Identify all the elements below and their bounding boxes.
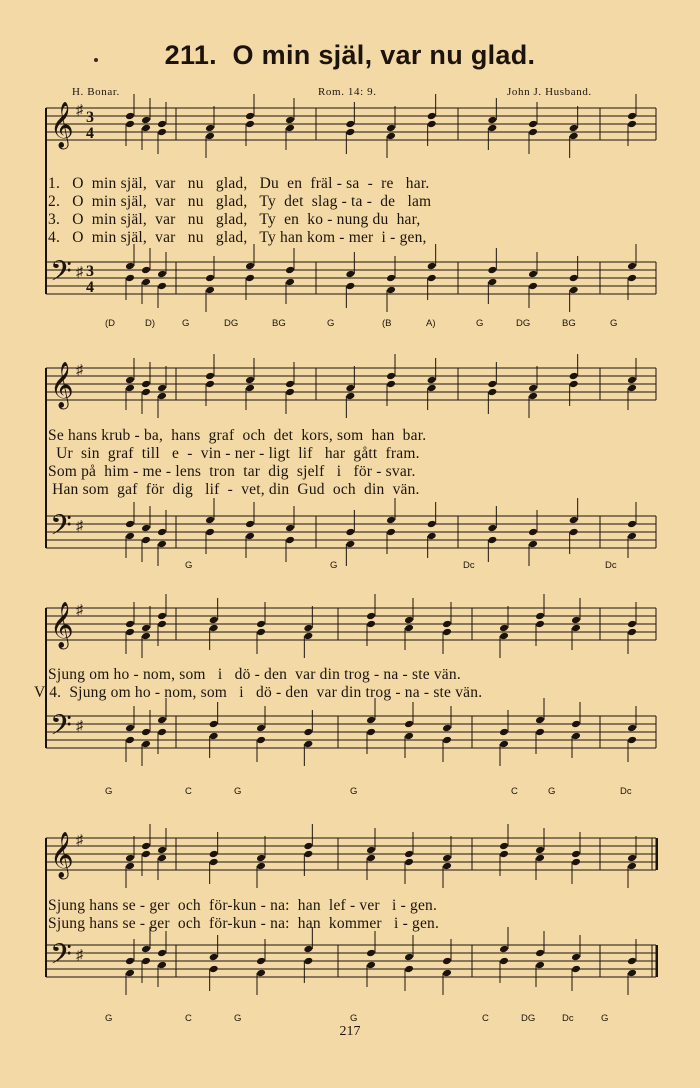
chord-symbol: Dc (605, 560, 617, 571)
chord-symbol: C (511, 786, 518, 797)
note-head (499, 624, 509, 633)
sharp-icon: ♯ (76, 603, 83, 618)
note-head (256, 620, 266, 629)
note-head (627, 532, 637, 541)
note-head (442, 620, 452, 629)
note-head (245, 112, 255, 121)
chord-symbol: (D (105, 318, 116, 329)
note-head (209, 732, 219, 741)
note-head (427, 520, 437, 529)
note-head (303, 842, 313, 851)
note-head (404, 616, 414, 625)
sharp-icon: ♯ (76, 363, 83, 378)
note-head (404, 624, 414, 633)
note-head (442, 736, 452, 745)
note-head (285, 380, 295, 389)
note-head (157, 961, 167, 970)
note-head (386, 274, 396, 283)
note-head (157, 728, 167, 737)
chord-symbol: G (610, 318, 618, 329)
time-signature: 4 (86, 125, 94, 142)
note-head (571, 720, 581, 729)
note-head (404, 965, 414, 974)
note-head (209, 720, 219, 729)
note-head (627, 620, 637, 629)
chord-symbol: G (350, 786, 358, 797)
note-head (209, 965, 219, 974)
note-head (125, 628, 135, 637)
chord-symbol: BG (272, 318, 286, 329)
note-head (404, 858, 414, 867)
chord-symbol: DG (516, 318, 531, 329)
chord-symbol: (B (382, 318, 392, 329)
note-head (386, 372, 396, 381)
note-head (245, 376, 255, 385)
treble-clef-icon: 𝄞 (50, 832, 74, 878)
note-head (345, 270, 355, 279)
note-head (627, 862, 637, 871)
note-head (442, 724, 452, 733)
treble-clef-icon: 𝄞 (50, 602, 74, 648)
note-head (303, 632, 313, 641)
note-head (528, 128, 538, 137)
chord-symbol: G (601, 1013, 609, 1024)
note-head (535, 949, 545, 958)
bass-clef-icon: 𝄢 (50, 509, 72, 549)
note-head (303, 945, 313, 954)
hymn-title-text: O min själ, var nu glad. (232, 40, 536, 70)
time-signature: 3 (86, 263, 94, 280)
note-head (157, 392, 167, 401)
note-head (345, 128, 355, 137)
note-head (285, 536, 295, 545)
note-head (571, 732, 581, 741)
note-head (427, 262, 437, 271)
chord-symbol: Dc (562, 1013, 574, 1024)
note-head (487, 524, 497, 533)
note-head (404, 953, 414, 962)
note-head (366, 846, 376, 855)
note-head (627, 957, 637, 966)
note-head (627, 376, 637, 385)
chord-symbol: G (234, 786, 242, 797)
chord-symbol: A) (426, 318, 436, 329)
note-head (256, 628, 266, 637)
lyric-line: 1. O min själ, var nu glad, Du en fräl - sa - re har. (48, 175, 430, 192)
note-head (571, 624, 581, 633)
page-number: 217 (339, 1024, 361, 1039)
chord-symbol: BG (562, 318, 576, 329)
lyric-line: Sjung om ho - nom, som i dö - den var din trog - na - ste vän. (48, 666, 461, 683)
note-head (209, 616, 219, 625)
lyric-line: Sjung hans se - ger och för-kun - na: han lef - ver i - gen. (48, 897, 438, 914)
note-head (571, 965, 581, 974)
note-head (569, 380, 579, 389)
note-head (499, 728, 509, 737)
note-head (571, 850, 581, 859)
chord-symbol: G (476, 318, 484, 329)
note-head (141, 116, 151, 125)
note-head (499, 842, 509, 851)
note-head (256, 724, 266, 733)
note-head (528, 540, 538, 549)
lyric-line: Han som gaf för dig lif - vet, din Gud och din vän. (48, 481, 420, 498)
note-head (386, 380, 396, 389)
lyric-line: 2. O min själ, var nu glad, Ty det slag - ta - de lam (48, 193, 432, 210)
chord-symbol: G (105, 1013, 113, 1024)
note-head (157, 949, 167, 958)
note-head (125, 532, 135, 541)
note-head (256, 957, 266, 966)
note-head (627, 120, 637, 129)
note-head (366, 728, 376, 737)
note-head (125, 724, 135, 733)
note-head (285, 278, 295, 287)
note-head (141, 536, 151, 545)
note-head (125, 736, 135, 745)
note-head (157, 854, 167, 863)
note-head (303, 740, 313, 749)
note-head (571, 953, 581, 962)
note-head (528, 384, 538, 393)
note-head (404, 732, 414, 741)
note-head (427, 532, 437, 541)
note-head (442, 957, 452, 966)
chord-symbol: Dc (463, 560, 475, 571)
bass-clef-icon: 𝄢 (50, 938, 72, 978)
lyric-line: Se hans krub - ba, hans graf och det kors, som han bar. (48, 427, 427, 444)
note-head (627, 628, 637, 637)
note-head (205, 372, 215, 381)
lyric-line: 4. O min själ, var nu glad, Ty han kom - mer i - gen, (48, 229, 427, 246)
note-head (569, 516, 579, 525)
chord-symbol: D) (145, 318, 156, 329)
treble-clef-icon: 𝄞 (50, 362, 74, 408)
chord-symbol: C (185, 786, 192, 797)
note-head (442, 862, 452, 871)
note-head (205, 528, 215, 537)
chord-symbol: C (482, 1013, 489, 1024)
note-head (157, 384, 167, 393)
note-head (285, 266, 295, 275)
note-head (386, 132, 396, 141)
note-head (125, 620, 135, 629)
sharp-icon: ♯ (76, 103, 83, 118)
note-head (535, 728, 545, 737)
note-head (427, 274, 437, 283)
note-head (141, 278, 151, 287)
lyric-line: Ur sin graf till e - vin - ner - ligt lif har gått fram. (48, 445, 420, 462)
note-head (535, 854, 545, 863)
note-head (487, 124, 497, 133)
note-head (205, 274, 215, 283)
note-head (141, 632, 151, 641)
lyric-line: V 4. Sjung om ho - nom, som i dö - den var din trog - na - ste vän. (34, 684, 483, 701)
note-head (125, 112, 135, 121)
composer-credit: John J. Husband. (507, 86, 592, 98)
note-head (366, 612, 376, 621)
note-head (535, 716, 545, 725)
note-head (141, 842, 151, 851)
note-head (535, 846, 545, 855)
note-head (205, 516, 215, 525)
note-head (627, 112, 637, 121)
note-head (571, 616, 581, 625)
note-head (157, 612, 167, 621)
chord-symbol: C (185, 1013, 192, 1024)
note-head (209, 624, 219, 633)
note-head (303, 850, 313, 859)
note-head (427, 376, 437, 385)
sharp-icon: ♯ (76, 519, 83, 534)
note-head (427, 120, 437, 129)
note-head (386, 124, 396, 133)
chord-symbol: G (330, 560, 338, 571)
note-head (285, 524, 295, 533)
note-head (528, 392, 538, 401)
note-head (125, 376, 135, 385)
time-signature: 3 (86, 109, 94, 126)
hymn-number: 211. (164, 40, 217, 70)
note-head (366, 716, 376, 725)
note-head (345, 392, 355, 401)
note-head (141, 124, 151, 133)
note-head (256, 736, 266, 745)
sharp-icon: ♯ (76, 948, 83, 963)
note-head (345, 282, 355, 291)
note-head (157, 270, 167, 279)
note-head (256, 854, 266, 863)
note-head (627, 262, 637, 271)
note-head (125, 969, 135, 978)
note-head (245, 274, 255, 283)
note-head (386, 286, 396, 295)
note-head (209, 850, 219, 859)
note-head (245, 520, 255, 529)
note-head (141, 945, 151, 954)
chord-symbol: G (327, 318, 335, 329)
note-head (303, 624, 313, 633)
note-head (285, 388, 295, 397)
note-head (487, 536, 497, 545)
note-head (157, 128, 167, 137)
note-head (141, 850, 151, 859)
note-head (366, 620, 376, 629)
note-head (205, 132, 215, 141)
note-head (125, 957, 135, 966)
note-head (303, 957, 313, 966)
note-head (442, 628, 452, 637)
note-head (205, 124, 215, 133)
note-head (499, 850, 509, 859)
note-head (245, 120, 255, 129)
note-head (442, 969, 452, 978)
note-head (627, 854, 637, 863)
note-head (627, 969, 637, 978)
chord-symbol: DG (521, 1013, 536, 1024)
note-head (141, 266, 151, 275)
note-head (285, 116, 295, 125)
note-head (442, 854, 452, 863)
time-signature: 4 (86, 279, 94, 296)
note-head (157, 540, 167, 549)
note-head (569, 274, 579, 283)
treble-clef-icon: 𝄞 (50, 102, 74, 148)
note-head (345, 528, 355, 537)
note-head (141, 740, 151, 749)
chord-symbol: DG (224, 318, 239, 329)
note-head (571, 858, 581, 867)
bass-clef-icon: 𝄢 (50, 255, 72, 295)
note-head (125, 862, 135, 871)
note-head (366, 854, 376, 863)
lyric-line: Sjung hans se - ger och för-kun - na: han kommer i - gen. (48, 915, 440, 932)
note-head (487, 388, 497, 397)
note-head (569, 132, 579, 141)
note-head (569, 124, 579, 133)
note-head (427, 112, 437, 121)
note-head (528, 528, 538, 537)
lyric-line: Som på him - me - lens tron tar dig sjelf i för - svar. (48, 463, 416, 480)
note-head (569, 372, 579, 381)
note-head (157, 620, 167, 629)
note-head (427, 384, 437, 393)
note-head (245, 532, 255, 541)
note-head (366, 949, 376, 958)
note-head (627, 520, 637, 529)
note-head (157, 846, 167, 855)
note-head (303, 728, 313, 737)
note-head (569, 528, 579, 537)
chord-symbol: G (234, 1013, 242, 1024)
note-head (157, 120, 167, 129)
note-head (245, 262, 255, 271)
note-head (499, 957, 509, 966)
note-head (157, 716, 167, 725)
note-head (125, 520, 135, 529)
note-head (487, 116, 497, 125)
note-head (404, 850, 414, 859)
chord-symbol: G (182, 318, 190, 329)
note-head (125, 384, 135, 393)
chord-symbol: G (350, 1013, 358, 1024)
chord-symbol: G (548, 786, 556, 797)
note-head (125, 120, 135, 129)
note-head (366, 961, 376, 970)
chord-symbol: G (185, 560, 193, 571)
note-head (528, 270, 538, 279)
note-head (125, 854, 135, 863)
note-head (141, 728, 151, 737)
note-head (345, 384, 355, 393)
sharp-icon: ♯ (76, 719, 83, 734)
note-head (209, 953, 219, 962)
note-head (256, 969, 266, 978)
note-head (627, 736, 637, 745)
note-head (141, 380, 151, 389)
note-head (345, 540, 355, 549)
note-head (386, 516, 396, 525)
note-head (141, 524, 151, 533)
note-head (285, 124, 295, 133)
note-head (245, 384, 255, 393)
note-head (404, 720, 414, 729)
note-head (528, 282, 538, 291)
note-head (386, 528, 396, 537)
note-head (535, 620, 545, 629)
note-head (499, 740, 509, 749)
sharp-icon: ♯ (76, 833, 83, 848)
sharp-icon: ♯ (76, 265, 83, 280)
note-head (569, 286, 579, 295)
scripture-reference: Rom. 14: 9. (318, 86, 377, 98)
note-head (209, 858, 219, 867)
author-credit: H. Bonar. (72, 86, 120, 98)
note-head (141, 957, 151, 966)
bass-clef-icon: 𝄢 (50, 709, 72, 749)
note-head (487, 380, 497, 389)
note-head (499, 632, 509, 641)
note-head (256, 862, 266, 871)
note-head (528, 120, 538, 129)
note-head (487, 266, 497, 275)
note-head (627, 384, 637, 393)
note-head (535, 961, 545, 970)
note-head (125, 262, 135, 271)
note-head (499, 945, 509, 954)
chord-symbol: G (105, 786, 113, 797)
lyric-line: 3. O min själ, var nu glad, Ty en ko - nung du har, (48, 211, 421, 228)
note-head (205, 286, 215, 295)
note-head (487, 278, 497, 287)
note-head (157, 528, 167, 537)
note-head (205, 380, 215, 389)
note-head (627, 724, 637, 733)
note-head (535, 612, 545, 621)
note-head (141, 388, 151, 397)
note-head (125, 274, 135, 283)
note-head (345, 120, 355, 129)
note-head (157, 282, 167, 291)
note-head (627, 274, 637, 283)
chord-symbol: Dc (620, 786, 632, 797)
note-head (141, 624, 151, 633)
